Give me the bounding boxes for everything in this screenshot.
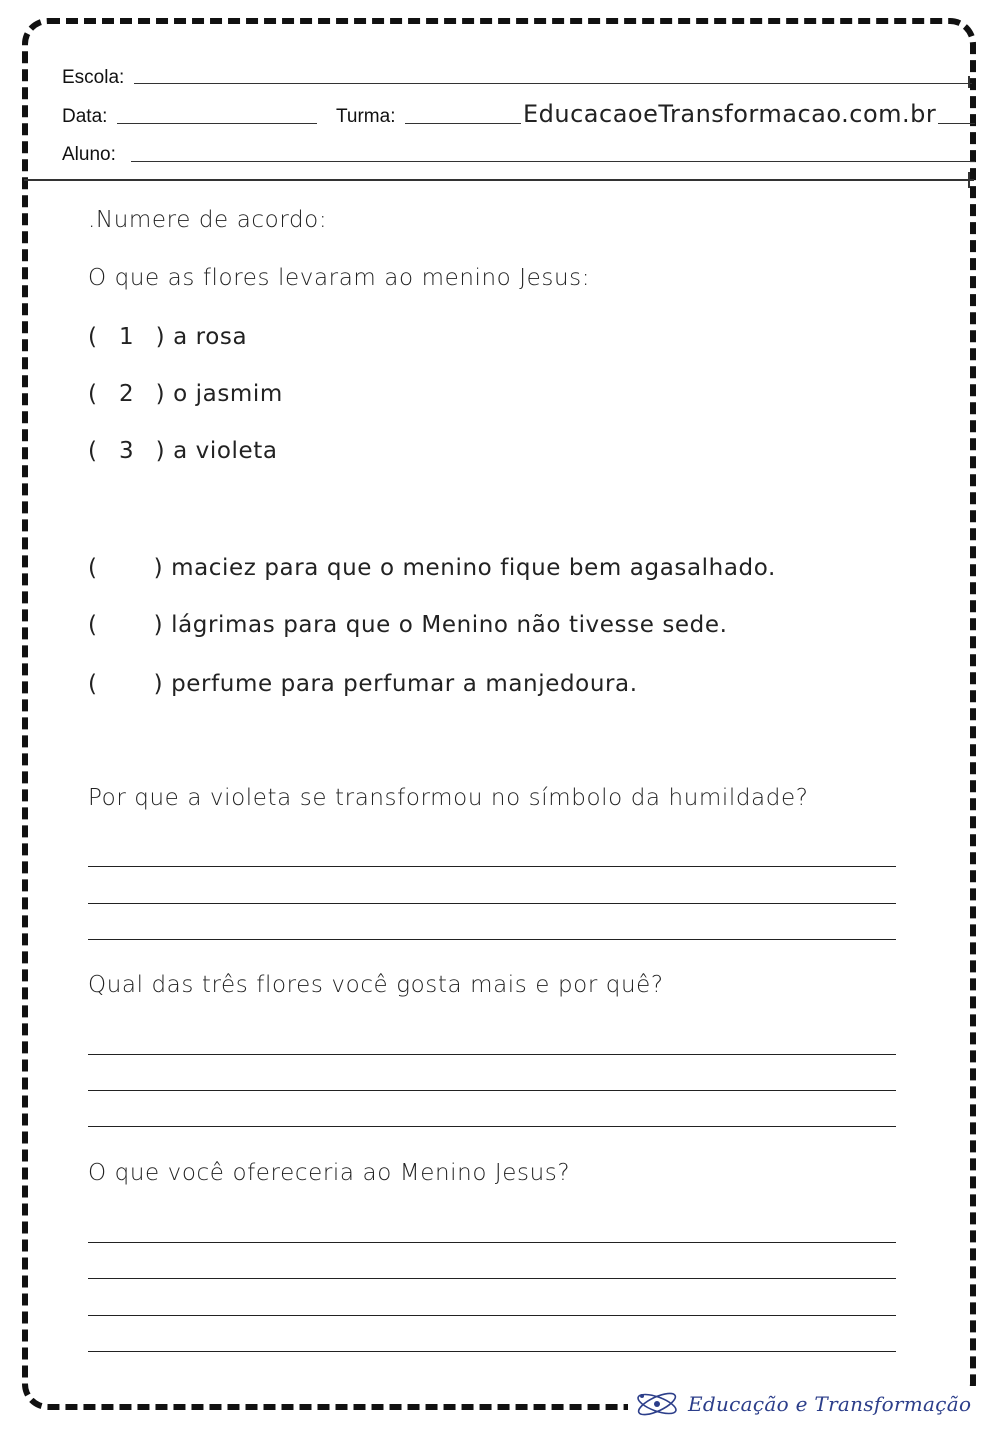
answer-line[interactable] <box>88 1126 896 1127</box>
brand-logo <box>628 1386 977 1422</box>
match-item: ( ) maciez para que o menino fique bem agasalhado. <box>88 555 776 581</box>
answer-line[interactable] <box>88 1278 896 1279</box>
question: Qual das três flores você gosta mais e por quê? <box>88 972 664 998</box>
match-item: ( ) perfume para perfumar a manjedoura. <box>88 671 638 697</box>
answer-line[interactable] <box>88 903 896 904</box>
student-field[interactable] <box>131 161 975 162</box>
option-item: ( 3 ) a violeta <box>88 438 278 464</box>
option-label: o jasmim <box>173 381 283 407</box>
answer-line[interactable] <box>88 1054 896 1055</box>
class-label: Turma: <box>336 106 396 127</box>
school-field-end <box>968 76 970 88</box>
answer-line[interactable] <box>88 1351 896 1352</box>
match-item: ( ) lágrimas para que o Menino não tivesse sede. <box>88 612 728 638</box>
question: O que você ofereceria ao Menino Jesus? <box>88 1160 571 1186</box>
atom-icon <box>634 1386 680 1422</box>
student-label: Aluno: <box>62 144 116 165</box>
website-label: EducacaoeTransformacao.com.br <box>523 100 937 128</box>
match-text: perfume para perfumar a manjedoura. <box>171 671 638 697</box>
answer-line[interactable] <box>88 1090 896 1091</box>
match-text: lágrimas para que o Menino não tivesse sede. <box>171 612 728 638</box>
answer-line[interactable] <box>88 1315 896 1316</box>
school-field[interactable] <box>134 83 972 84</box>
date-field[interactable] <box>117 123 317 124</box>
option-number: 2 <box>118 381 135 407</box>
option-item: ( 1 ) a rosa <box>88 324 248 350</box>
instruction: .Numere de acordo: <box>88 207 328 233</box>
option-item: ( 2 ) o jasmim <box>88 381 283 407</box>
date-label: Data: <box>62 106 108 127</box>
option-number: 1 <box>118 324 135 350</box>
option-number: 3 <box>118 438 135 464</box>
option-label: a violeta <box>173 438 278 464</box>
option-label: a rosa <box>173 324 248 350</box>
answer-line[interactable] <box>88 866 896 867</box>
header-separator <box>24 179 974 181</box>
question: Por que a violeta se transformou no símbolo da humildade? <box>88 785 809 811</box>
school-label: Escola: <box>62 67 125 88</box>
answer-line[interactable] <box>88 1242 896 1243</box>
match-text: maciez para que o menino fique bem agasalhado. <box>171 555 776 581</box>
separator-end <box>968 172 970 188</box>
brand-name: Educação e Transformação <box>688 1392 972 1416</box>
prompt: O que as flores levaram ao menino Jesus: <box>88 265 591 291</box>
answer-line[interactable] <box>88 939 896 940</box>
